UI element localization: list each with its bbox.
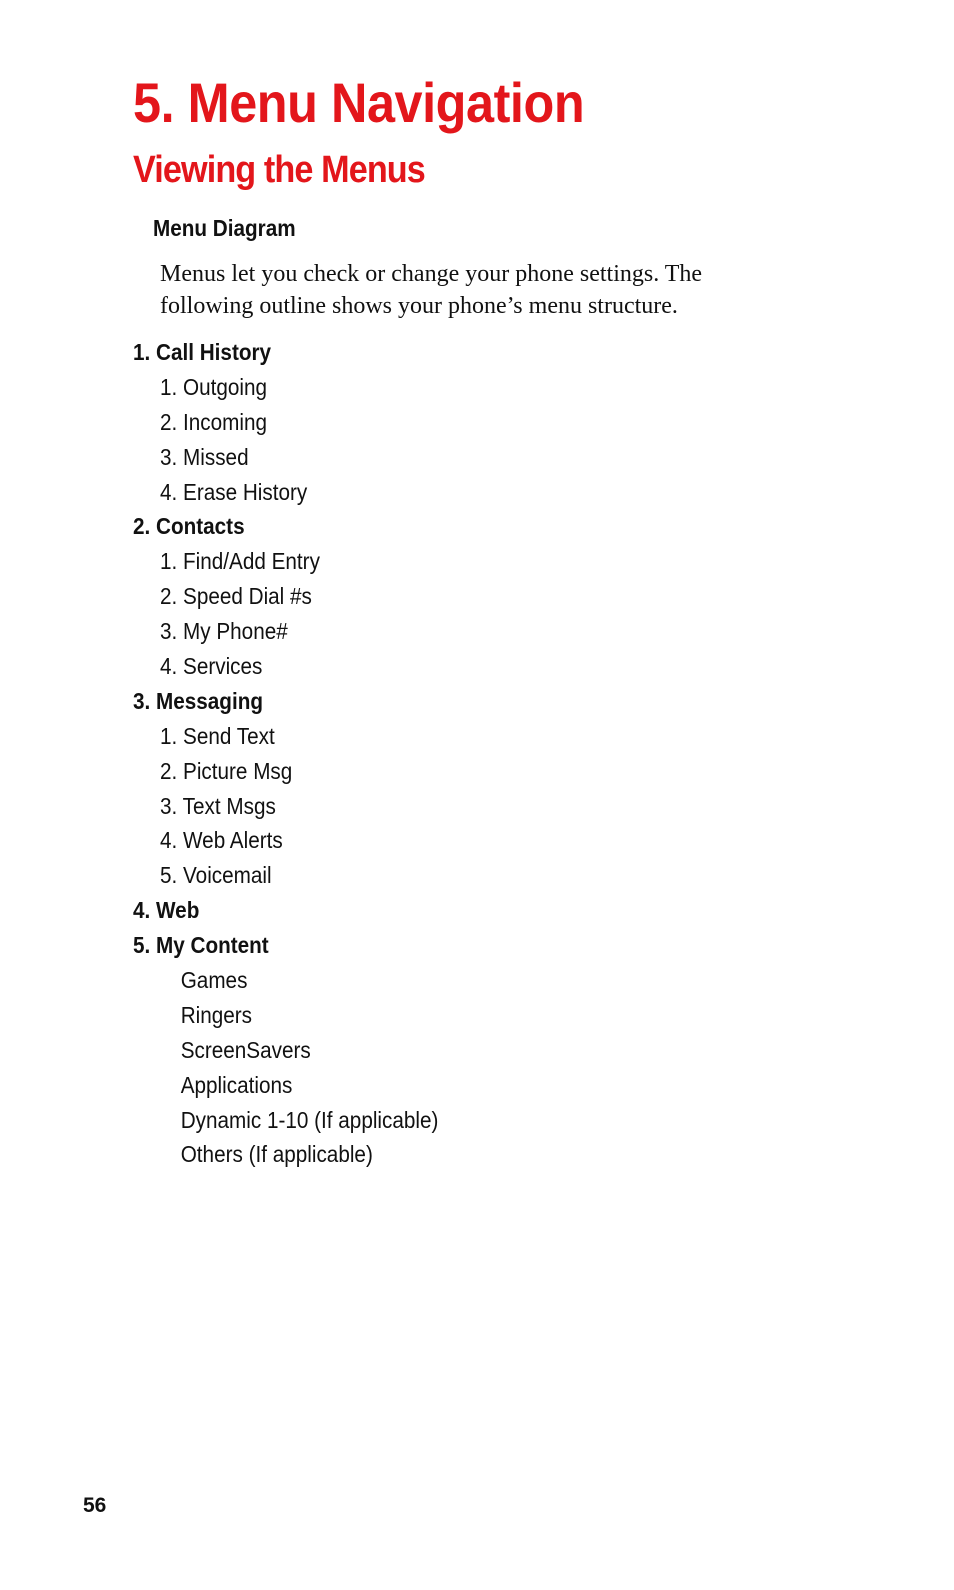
submenu-item: 3. Text Msgs <box>160 792 276 819</box>
submenu-item: Others (If applicable) <box>180 1141 373 1168</box>
submenu-item: 3. Missed <box>160 443 249 470</box>
submenu-item: ScreenSavers <box>180 1036 311 1063</box>
submenu-item: Dynamic 1-10 (If applicable) <box>180 1106 439 1133</box>
menu-item: 3. Messaging <box>133 687 263 714</box>
submenu-item: 3. My Phone# <box>160 618 288 645</box>
submenu-item: 1. Find/Add Entry <box>160 548 320 575</box>
menu-item: 4. Web <box>133 897 200 924</box>
chapter-title: 5. Menu Navigation <box>133 71 585 134</box>
section-title: Viewing the Menus <box>133 149 425 191</box>
menu-outline <box>133 335 472 1172</box>
intro-line: Menus let you check or change your phone settings. The <box>160 261 703 287</box>
submenu-item: 4. Web Alerts <box>160 827 283 854</box>
submenu-item: Ringers <box>180 1001 253 1028</box>
menu-item: 1. Call History <box>133 339 272 365</box>
submenu-item: Games <box>180 967 248 994</box>
intro-paragraph <box>160 258 800 322</box>
submenu-item: 1. Send Text <box>160 722 275 749</box>
submenu-item: 2. Incoming <box>160 408 268 435</box>
submenu-item: Applications <box>180 1071 293 1098</box>
submenu-item: 4. Erase History <box>160 478 308 505</box>
subsection-title: Menu Diagram <box>153 215 296 241</box>
submenu-item: 5. Voicemail <box>160 862 272 889</box>
intro-line: following outline shows your phone’s menu structure. <box>160 293 678 319</box>
menu-item: 5. My Content <box>133 932 269 959</box>
menu-item: 2. Contacts <box>133 513 245 540</box>
submenu-item: 4. Services <box>160 653 263 680</box>
submenu-item: 1. Outgoing <box>160 373 268 400</box>
submenu-item: 2. Picture Msg <box>160 757 293 784</box>
page-number: 56 <box>83 1494 107 1517</box>
submenu-item: 2. Speed Dial #s <box>160 583 312 610</box>
